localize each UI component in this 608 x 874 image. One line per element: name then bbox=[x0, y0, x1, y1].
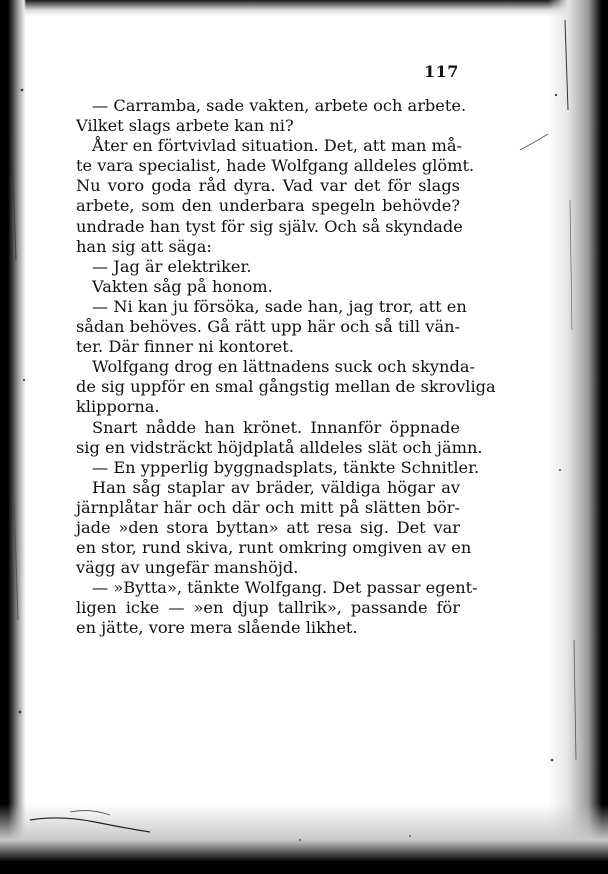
text-line: Åter en förtvivlad situation. Det, att man må- bbox=[92, 136, 463, 156]
text-line: han sig att säga: bbox=[76, 236, 212, 256]
text-line: ter. Där finner ni kontoret. bbox=[76, 337, 294, 357]
text-line: jade »den stora byttan» att resa sig. Det var bbox=[76, 517, 460, 537]
text-line: Wolfgang drog en lättnadens suck och skynda- bbox=[92, 357, 475, 377]
text-line: sig en vidsträckt höjdplatå alldeles slät och jämn. bbox=[76, 437, 483, 457]
text-line: Nu voro goda råd dyra. Vad var det för slags bbox=[76, 176, 460, 196]
text-line: järnplåtar här och där och mitt på slätten bör- bbox=[76, 497, 460, 517]
text-line: ligen icke — »en djup tallrik», passande för bbox=[76, 598, 460, 618]
text-line: vägg av ungefär manshöjd. bbox=[76, 558, 299, 578]
text-line: sådan behöves. Gå rätt upp här och så till vän- bbox=[76, 317, 460, 337]
text-line: te vara specialist, hade Wolfgang alldeles glömt. bbox=[76, 156, 475, 176]
text-line: en jätte, vore mera slående likhet. bbox=[76, 618, 358, 638]
text-line: Han såg staplar av bräder, väldiga högar av bbox=[92, 477, 460, 497]
text-line: klipporna. bbox=[76, 397, 160, 417]
text-line: — Ni kan ju försöka, sade han, jag tror, att en bbox=[92, 296, 467, 316]
text-line: — En ypperlig byggnadsplats, tänkte Schnitler. bbox=[92, 457, 480, 477]
text-line: Vakten såg på honom. bbox=[92, 276, 273, 296]
text-line: — »Bytta», tänkte Wolfgang. Det passar egent- bbox=[92, 578, 478, 598]
text-line: undrade han tyst för sig själv. Och så skyndade bbox=[76, 216, 463, 236]
text-line: Snart nådde han krönet. Innanför öppnade bbox=[92, 417, 460, 437]
body-text bbox=[76, 96, 496, 639]
text-line: — Jag är elektriker. bbox=[92, 256, 252, 276]
text-line: de sig uppför en smal gångstig mellan de skrovliga bbox=[76, 377, 496, 397]
text-line: en stor, rund skiva, runt omkring omgiven av en bbox=[76, 538, 472, 558]
text-line: Vilket slags arbete kan ni? bbox=[76, 116, 294, 136]
page-number: 117 bbox=[424, 62, 459, 81]
text-line: — Carramba, sade vakten, arbete och arbete. bbox=[92, 96, 467, 115]
text-line: arbete, som den underbara spegeln behövde? bbox=[76, 196, 460, 216]
